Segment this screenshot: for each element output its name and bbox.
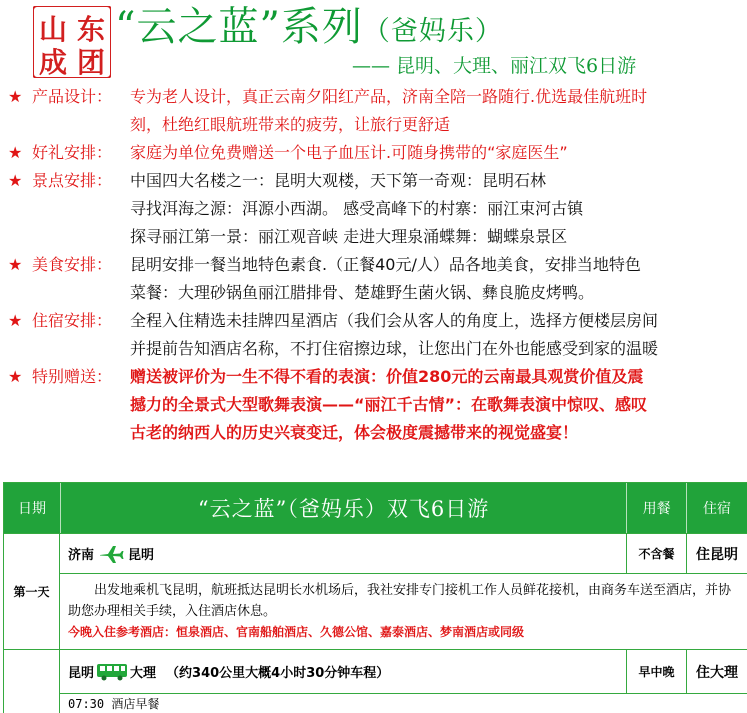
day-content <box>60 534 747 649</box>
star-icon: ★ <box>8 367 23 386</box>
feature-list <box>8 83 747 447</box>
logo-char: 团 <box>76 46 106 78</box>
logo-char: 山 <box>38 13 68 46</box>
logo-char: 成 <box>38 46 68 78</box>
header-tour-name: “云之蓝”（爸妈乐）双飞6日游 <box>61 483 627 533</box>
stay-info: 住昆明 <box>696 546 738 563</box>
day-label: 第一天 <box>4 534 60 649</box>
feature-item <box>8 307 747 363</box>
feature-label: 美食安排： <box>32 255 113 274</box>
meal-info: 不含餐 <box>627 534 687 573</box>
day-content <box>60 650 747 713</box>
table-header <box>4 483 747 533</box>
page-subtitle: —— 昆明、大理、丽江双飞6日游 <box>352 55 637 77</box>
header-date: 日期 <box>4 483 61 533</box>
route <box>60 650 627 693</box>
table-row <box>4 533 747 649</box>
route-bar <box>60 534 747 574</box>
route-bar <box>60 650 747 694</box>
page-title <box>115 4 503 55</box>
route-to: 昆明 <box>128 548 155 563</box>
feature-item <box>8 139 747 167</box>
brand-logo <box>33 6 111 78</box>
day-label <box>4 650 60 713</box>
feature-label: 产品设计： <box>32 87 113 106</box>
star-icon: ★ <box>8 171 23 190</box>
plane-icon <box>98 544 124 564</box>
feature-label: 好礼安排： <box>32 143 113 162</box>
feature-item <box>8 251 747 307</box>
route-from: 济南 <box>68 548 95 563</box>
stay-info: 住大理 <box>696 664 738 681</box>
star-icon: ★ <box>8 255 23 274</box>
bus-icon <box>96 663 128 681</box>
meal-info: 早中晚 <box>627 650 687 693</box>
header-meal: 用餐 <box>627 483 687 533</box>
day-description-text: 出发地乘机飞昆明，航班抵达昆明长水机场后，我社安排专门接机工作人员鲜花接机，由商务车送至酒店，并协助您办理相关手续，入住酒店休息。 <box>68 583 732 619</box>
route-from: 昆明 <box>68 666 95 681</box>
page-title-paren: （爸妈乐） <box>362 16 503 47</box>
schedule-line: 07:30 酒店早餐 <box>68 697 160 711</box>
route-distance-note: （约340公里大概4小时30分钟车程） <box>166 666 390 681</box>
feature-text: 赠送被评价为一生不得不看的表演：价值280元的云南最具观赏价值及震 撼力的全景式大型歌舞表演——“丽江千古情”：在歌舞表演中惊叹、感叹 古老的纳西人的历史兴衰变迁，体会极度震撼带来的视觉盛宴！ <box>130 367 648 442</box>
star-icon: ★ <box>8 87 23 106</box>
feature-text: 全程入住精选未挂牌四星酒店（我们会从客人的角度上，选择方便楼层房间 并提前告知酒店名称，不打住宿擦边球，让您出门在外也能感受到家的温暖 <box>130 311 659 358</box>
star-icon: ★ <box>8 311 23 330</box>
feature-text: 中国四大名楼之一：昆明大观楼，天下第一奇观：昆明石林 寻找洱海之源：洱源小西湖。 感受高峰下的村寨：丽江束河古镇 探寻丽江第一景：丽江观音峡 走进大理泉涌蝶舞：蝴蝶泉景区 <box>130 171 584 246</box>
header-stay: 住宿 <box>703 501 732 517</box>
feature-label: 住宿安排： <box>32 311 113 330</box>
feature-text: 家庭为单位免费赠送一个电子血压计.可随身携带的“家庭医生” <box>130 143 568 162</box>
logo-seal-icon <box>33 6 111 78</box>
page-title-main: “云之蓝”系列 <box>115 4 363 50</box>
route <box>60 534 627 573</box>
feature-text: 昆明安排一餐当地特色素食.（正餐40元/人）品各地美食，安排当地特色 菜餐：大理砂锅鱼丽江腊排骨、楚雄野生菌火锅、彝良脆皮烤鸭。 <box>130 255 641 302</box>
hotel-reference: 今晚入住参考酒店：恒泉酒店、官南船舶酒店、久德公馆、嘉泰酒店、梦南酒店或同级 <box>68 625 525 639</box>
route-to: 大理 <box>130 666 157 681</box>
feature-item <box>8 167 747 251</box>
itinerary-table <box>3 482 747 713</box>
feature-label: 特别赠送： <box>32 367 113 386</box>
table-row <box>4 649 747 713</box>
feature-text: 专为老人设计，真正云南夕阳红产品，济南全陪一路随行.优选最佳航班时 刻，杜绝红眼航班带来的疲劳，让旅行更舒适 <box>130 87 648 134</box>
feature-label: 景点安排： <box>32 171 113 190</box>
feature-item <box>8 83 747 139</box>
feature-item <box>8 363 747 447</box>
star-icon: ★ <box>8 143 23 162</box>
logo-char: 东 <box>76 13 106 46</box>
day-description <box>60 574 747 643</box>
